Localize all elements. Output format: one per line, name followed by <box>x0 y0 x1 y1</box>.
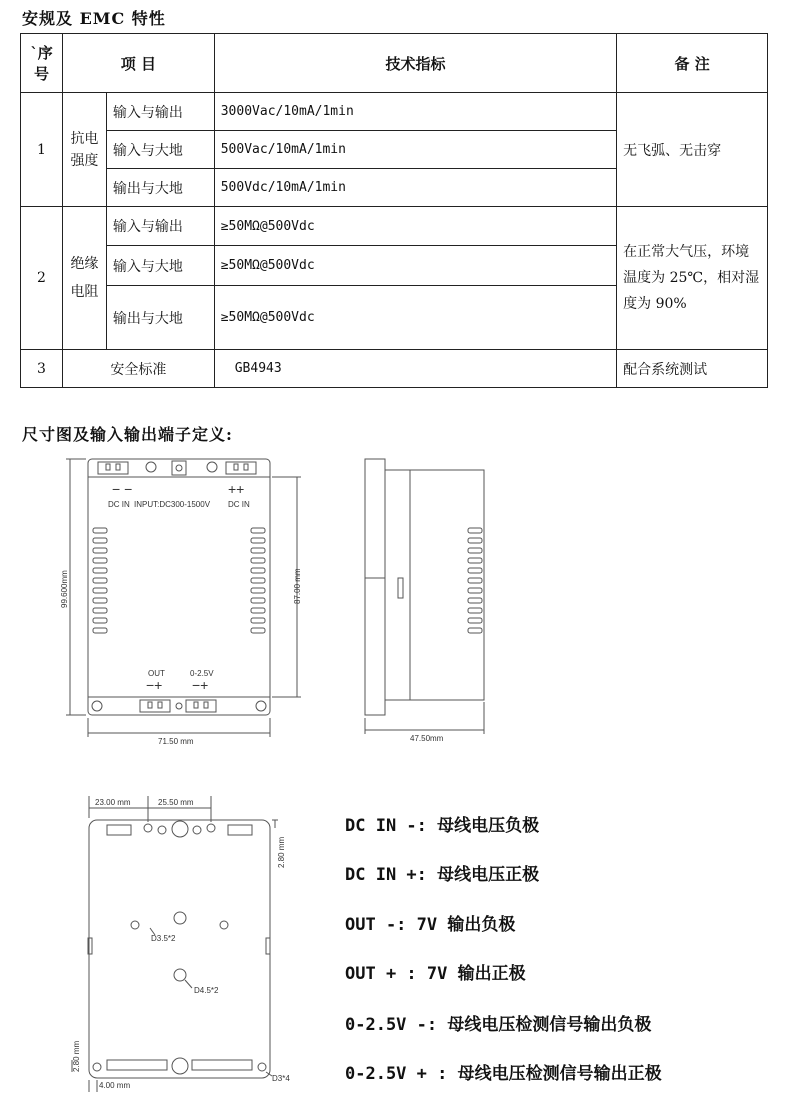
cooling-fin <box>251 588 265 593</box>
dc-in-pos-label: DC IN <box>228 500 250 509</box>
terminal-def-dc-in-neg: DC IN -: 母线电压负极 <box>345 816 540 836</box>
side-view <box>365 459 484 743</box>
row3-spec: GB4943 <box>214 350 616 388</box>
cooling-fin <box>93 568 107 573</box>
row1-group: 抗电强度 <box>62 93 106 207</box>
cooling-fin <box>468 528 482 533</box>
header-item: 项 目 <box>62 34 214 93</box>
header-seq: `序号 <box>21 34 63 93</box>
hole-small-icon <box>131 921 139 929</box>
row1-seq: 1 <box>21 93 63 207</box>
mount-hole-icon <box>92 701 102 711</box>
row3-item: 安全标准 <box>62 350 214 388</box>
terminal-top-left <box>98 462 128 474</box>
row1-spec-2: 500Vac/10mA/1min <box>214 131 616 169</box>
terminal-def-out-neg: OUT -: 7V 输出负极 <box>345 915 516 935</box>
side-width-dim: 47.50mm <box>410 734 444 743</box>
terminal-def-adj-pos: 0-2.5V + : 母线电压检测信号输出正极 <box>345 1064 662 1084</box>
cooling-fin <box>93 598 107 603</box>
cooling-fin <box>93 538 107 543</box>
hole-large-label: D4.5*2 <box>194 986 219 995</box>
dc-in-neg-label: DC IN <box>108 500 130 509</box>
row1-spec-3: 500Vdc/10mA/1min <box>214 169 616 207</box>
terminal-top-right <box>226 462 256 474</box>
cooling-fin <box>93 588 107 593</box>
cooling-fin <box>251 598 265 603</box>
cooling-fin <box>93 578 107 583</box>
dim-4mm: 4.00 mm <box>99 1081 131 1090</box>
dc-in-pos-symbol: ++ <box>228 481 245 497</box>
row1-note: 无飞弧、无击穿 <box>617 93 768 207</box>
cooling-fin <box>251 578 265 583</box>
terminal-def-dc-in-pos: DC IN +: 母线电压正极 <box>345 865 540 885</box>
mount-hole-icon <box>256 701 266 711</box>
cooling-fin <box>251 628 265 633</box>
cooling-fin <box>251 528 265 533</box>
row2-group: 绝缘电阻 <box>62 207 106 350</box>
row2-sub-1: 输入与输出 <box>106 207 214 246</box>
cooling-fin <box>468 548 482 553</box>
height-outer-dim: 99.600mm <box>60 570 69 608</box>
cooling-fin <box>468 558 482 563</box>
cooling-fin <box>468 588 482 593</box>
hole-small-icon <box>220 921 228 929</box>
row2-note: 在正常大气压，环境温度为 25℃，相对湿度为 90% <box>617 207 768 350</box>
adj-symbol: −+ <box>192 677 209 693</box>
input-range-label: INPUT:DC300-1500V <box>134 500 211 509</box>
cooling-fin <box>93 628 107 633</box>
cooling-fin <box>251 558 265 563</box>
cooling-fin <box>468 628 482 633</box>
dim-25-5mm: 25.50 mm <box>158 798 194 807</box>
dim-2-8mm-top: 2.80 mm <box>277 836 286 868</box>
row2-spec-3: ≥50MΩ@500Vdc <box>214 286 616 350</box>
terminal-bottom-right <box>186 700 216 712</box>
height-inner-dim: 87.00 mm <box>293 568 302 604</box>
cooling-fin <box>468 538 482 543</box>
cooling-fin <box>251 608 265 613</box>
cooling-fin <box>251 618 265 623</box>
terminal-def-out-pos: OUT + : 7V 输出正极 <box>345 964 526 984</box>
cooling-fin <box>251 538 265 543</box>
adj-label: 0-2.5V <box>190 669 214 678</box>
cooling-fin <box>251 568 265 573</box>
dim-2-8mm-left: 2.80 mm <box>72 1040 81 1072</box>
cooling-fin <box>93 558 107 563</box>
corner-hole-label: D3*4 <box>272 1074 290 1083</box>
row2-spec-1: ≥50MΩ@500Vdc <box>214 207 616 246</box>
cooling-fin <box>93 618 107 623</box>
dimension-section-title: 尺寸图及输入输出端子定义: <box>22 425 233 444</box>
row3-seq: 3 <box>21 350 63 388</box>
cooling-fin <box>468 598 482 603</box>
row2-sub-2: 输入与大地 <box>106 246 214 286</box>
front-view <box>60 459 302 746</box>
corner-hole-icon <box>93 1063 101 1071</box>
row2-sub-3: 输出与大地 <box>106 286 214 350</box>
cooling-fin <box>93 528 107 533</box>
row1-sub-1: 输入与输出 <box>106 93 214 131</box>
safety-section-title: 安规及 EMC 特性 <box>22 9 166 28</box>
hole-large-icon <box>174 969 186 981</box>
row1-sub-2: 输入与大地 <box>106 131 214 169</box>
cooling-fin <box>468 618 482 623</box>
hole-small-label: D3.5*2 <box>151 934 176 943</box>
row2-seq: 2 <box>21 207 63 350</box>
terminal-bottom-left <box>140 700 170 712</box>
row1-spec-1: 3000Vac/10mA/1min <box>214 93 616 131</box>
cooling-fin <box>468 568 482 573</box>
width-dim: 71.50 mm <box>158 737 194 746</box>
header-spec: 技术指标 <box>214 34 616 93</box>
out-label: OUT <box>148 669 165 678</box>
row1-sub-3: 输出与大地 <box>106 169 214 207</box>
row3-note: 配合系统测试 <box>617 350 768 388</box>
header-note: 备 注 <box>617 34 768 93</box>
out-symbol: −+ <box>146 677 163 693</box>
hole-small-icon <box>174 912 186 924</box>
cooling-fin <box>468 608 482 613</box>
cooling-fin <box>93 608 107 613</box>
cooling-fin <box>251 548 265 553</box>
mount-hole-icon <box>146 462 156 472</box>
mount-hole-icon <box>207 462 217 472</box>
row2-spec-2: ≥50MΩ@500Vdc <box>214 246 616 286</box>
cooling-fin <box>468 578 482 583</box>
dc-in-neg-symbol: − − <box>112 481 133 497</box>
corner-hole-icon <box>258 1063 266 1071</box>
terminal-def-adj-neg: 0-2.5V -: 母线电压检测信号输出负极 <box>345 1015 652 1035</box>
bottom-view <box>72 796 290 1092</box>
dim-23mm: 23.00 mm <box>95 798 131 807</box>
cooling-fin <box>93 548 107 553</box>
